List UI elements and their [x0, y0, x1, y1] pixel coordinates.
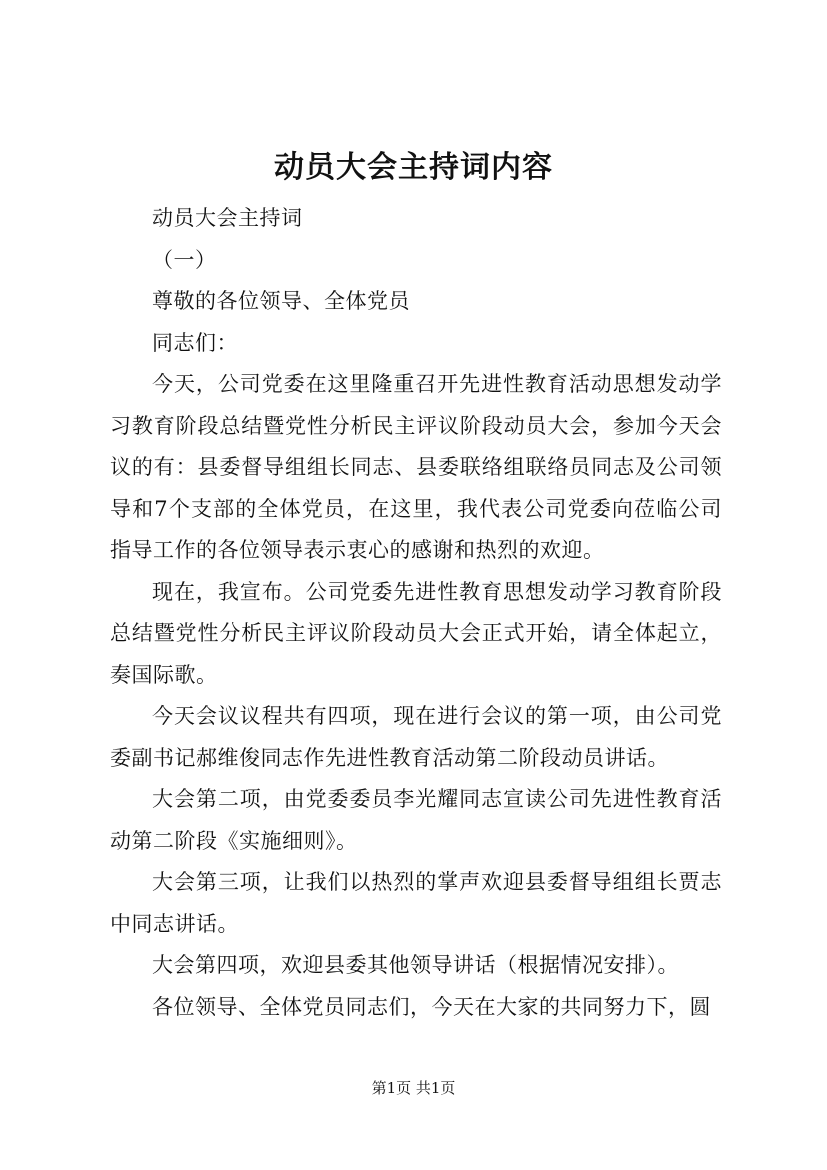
paragraph-agenda-item-2: 大会第二项，由党委委员李光耀同志宣读公司先进性教育活动第二阶段《实施细则》。: [110, 787, 722, 853]
paragraph-section-number: （一）: [152, 247, 217, 272]
paragraph-salutation-cont: 同志们：: [152, 330, 238, 355]
paragraph-agenda-item-1: 今天会议议程共有四项，现在进行会议的第一项，由公司党委副书记郝维俊同志作先进性教育活动第二阶段动员讲话。: [110, 704, 722, 770]
paragraph-salutation: 尊敬的各位领导、全体党员: [152, 289, 410, 313]
document-title: 动员大会主持词内容: [274, 150, 553, 185]
paragraph-announcement: 现在，我宣布。公司党委先进性教育思想发动学习教育阶段总结暨党性分析民主评议阶段动员大会正式开始，请全体起立，奏国际歌。: [110, 579, 722, 687]
paragraph-agenda-item-3: 大会第三项，让我们以热烈的掌声欢迎县委督导组组长贾志中同志讲话。: [110, 870, 722, 936]
paragraph-heading: 动员大会主持词: [152, 206, 303, 230]
paragraph-opening: 今天，公司党委在这里隆重召开先进性教育活动思想发动学习教育阶段总结暨党性分析民主评议阶段动员大会，参加今天会议的有：县委督导组组长同志、县委联络组联络员同志及公司领导和7个支部的全体党员，在这里，我代表公司党委向莅临公司指导工作的各位领导表示衷心的感谢和热烈的欢迎。: [110, 372, 722, 562]
document-body: [110, 198, 722, 1028]
paragraph-closing: 各位领导、全体党员同志们，今天在大家的共同努力下，圆: [152, 994, 711, 1019]
page-number-footer: 第1页 共1页: [371, 1079, 456, 1097]
paragraph-agenda-item-4: 大会第四项，欢迎县委其他领导讲话（根据情况安排）。: [152, 953, 679, 977]
